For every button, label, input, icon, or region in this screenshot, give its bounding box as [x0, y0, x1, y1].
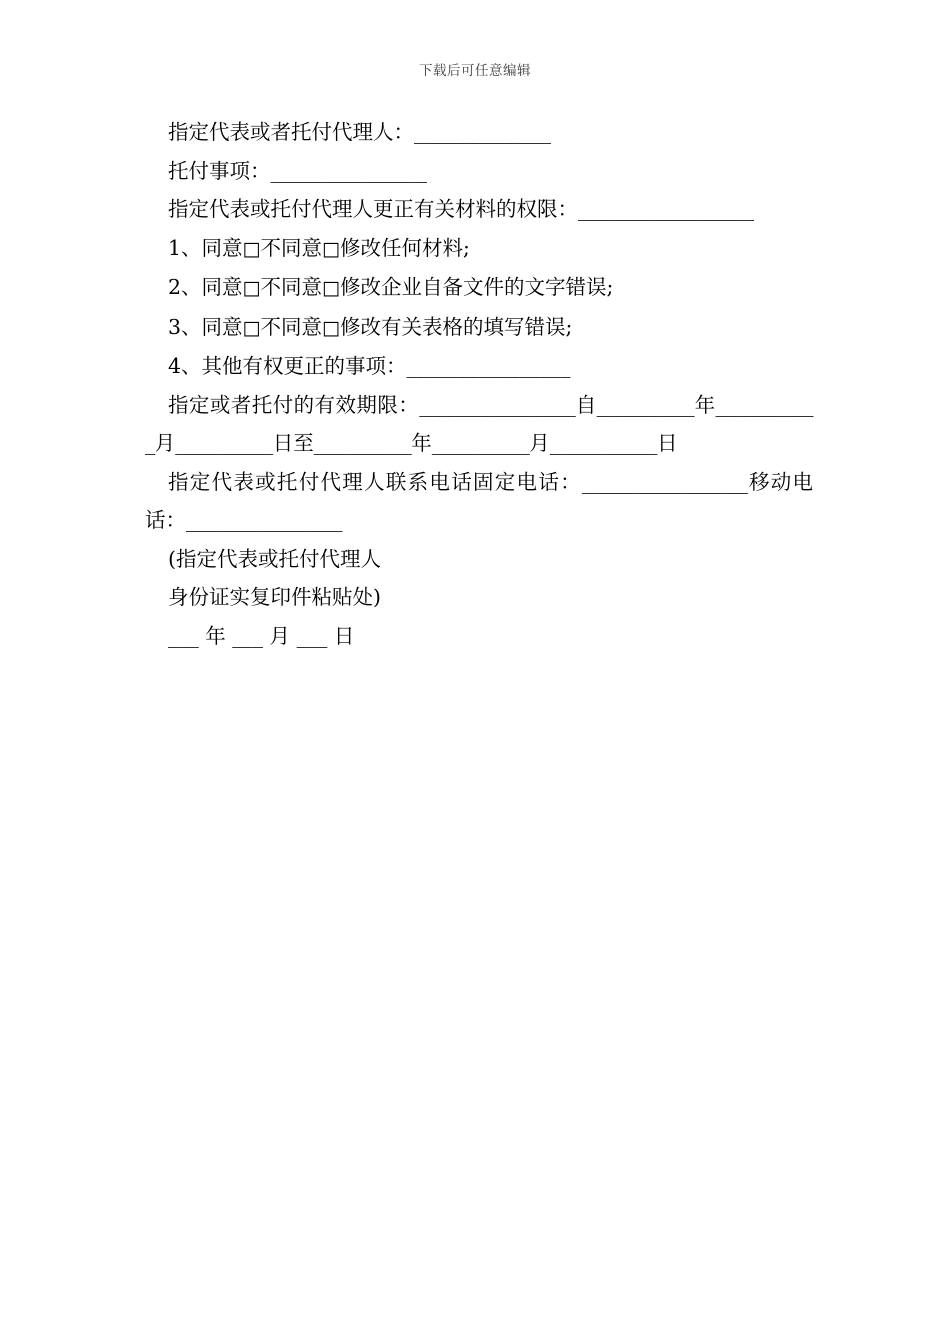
checkbox-disagree-icon[interactable]: □	[322, 237, 340, 260]
line-entrusted-matters	[145, 152, 813, 191]
list-item-1-disagree-label: 不同意	[260, 235, 322, 260]
list-item-4	[145, 347, 813, 386]
list-item-3-number: 3、	[168, 314, 202, 339]
list-item-2-agree-label: 同意	[201, 275, 243, 299]
validity-year-2-label: 年	[411, 431, 432, 455]
list-item-1-agree-label: 同意	[201, 235, 243, 260]
list-item-2-text: 修改企业自备文件的文字错误;	[339, 275, 614, 299]
paste-area-line-1	[145, 540, 813, 579]
validity-fill-5: __________	[313, 431, 412, 455]
line-designated-representative	[145, 113, 813, 152]
validity-year-1-label: 年	[694, 392, 716, 417]
checkbox-agree-icon[interactable]: □	[242, 237, 261, 260]
entrusted-matters-label: 托付事项：	[168, 158, 271, 183]
correction-authority-label: 指定代表或托付代理人更正有关材料的权限：	[168, 197, 578, 221]
list-item-2-number: 2、	[168, 275, 202, 299]
validity-from-label: 自	[575, 392, 597, 417]
line-correction-authority	[145, 190, 813, 229]
mobile-fill: ________________	[186, 508, 342, 532]
validity-fill-4: __________	[175, 431, 273, 455]
entrusted-matters-fill: ________________	[270, 158, 427, 183]
list-item-1-text: 修改任何材料;	[339, 235, 470, 260]
list-item-3-agree-label: 同意	[201, 314, 243, 339]
validity-fill-3: ___________	[145, 392, 813, 455]
checkbox-disagree-icon[interactable]: □	[322, 316, 340, 339]
list-item-4-text: 其他有权更正的事项：________________	[201, 354, 571, 378]
mobile-phone-label: 移动电话：	[145, 469, 814, 532]
page-header-notice: 下载后可任意编辑	[419, 63, 531, 79]
list-item-3	[145, 308, 813, 348]
document-body	[145, 113, 813, 655]
list-item-2	[145, 268, 813, 308]
list-item-1-number: 1、	[168, 235, 202, 260]
list-item-1	[145, 229, 813, 269]
validity-fill-2: __________	[596, 392, 695, 417]
paste-area-text-2: 身份证实复印件粘贴处)	[168, 585, 381, 609]
checkbox-agree-icon[interactable]: □	[242, 316, 261, 339]
list-item-4-number: 4、	[168, 354, 202, 378]
validity-fill-1: ________________	[419, 392, 576, 417]
signature-date-text: ___ 年 ___ 月 ___ 日	[168, 623, 355, 648]
validity-month-2-label: 月	[529, 431, 550, 455]
validity-month-1-label: 月	[154, 431, 176, 455]
paste-area-text-1: (指定代表或托付代理人	[168, 546, 381, 571]
validity-fill-7: ___________	[549, 431, 657, 455]
line-contact-phone	[145, 463, 813, 540]
designated-representative-fill: ______________	[414, 120, 551, 144]
list-item-2-disagree-label: 不同意	[260, 275, 322, 299]
validity-period-label: 指定或者托付的有效期限：	[168, 392, 420, 417]
correction-authority-fill: __________________	[578, 197, 754, 221]
list-item-3-disagree-label: 不同意	[260, 314, 322, 339]
validity-day-2-label: 日	[657, 431, 678, 455]
list-item-3-text: 修改有关表格的填写错误;	[339, 314, 573, 339]
signature-date-line	[145, 617, 813, 656]
contact-phone-label: 指定代表或托付代理人联系电话固定电话：	[168, 469, 582, 494]
line-validity-period	[145, 386, 813, 463]
validity-day-1-label: 日至	[272, 431, 314, 455]
checkbox-disagree-icon[interactable]: □	[322, 277, 340, 299]
validity-fill-6: __________	[431, 431, 530, 455]
landline-fill: _________________	[581, 469, 748, 494]
designated-representative-label: 指定代表或者托付代理人：	[168, 120, 414, 144]
checkbox-agree-icon[interactable]: □	[242, 277, 261, 299]
paste-area-line-2	[145, 578, 813, 617]
